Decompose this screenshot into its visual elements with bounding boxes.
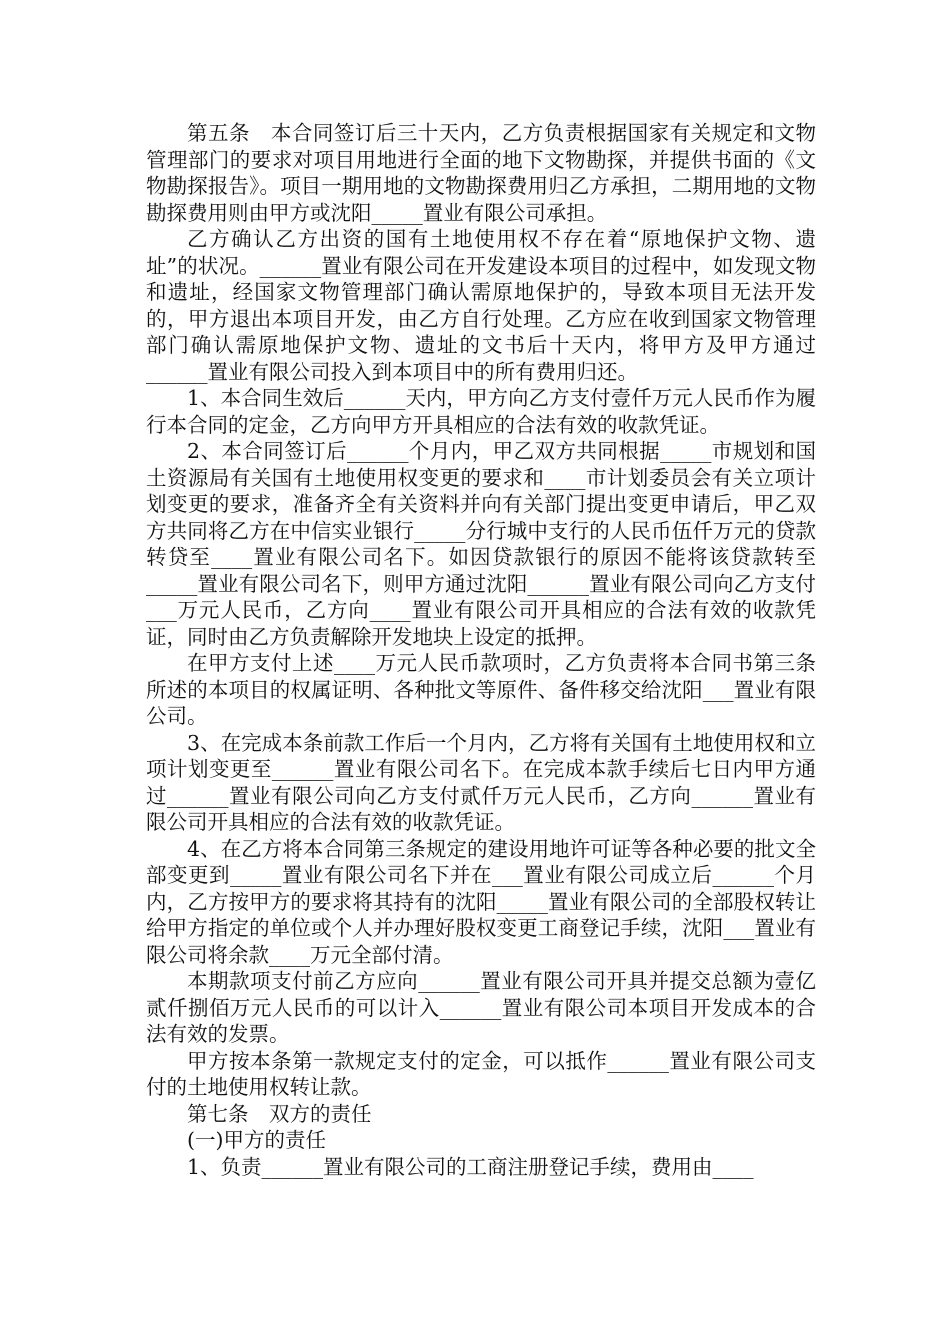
paragraph: 第五条 本合同签订后三十天内，乙方负责根据国家有关规定和文物管理部门的要求对项目用地进行全面的地下文物勘探，并提供书面的《文物勘探报告》。项目一期用地的文物勘探费用归乙方承担，二期用地的文物勘探费用则由甲方或沈阳_____置业有限公司承担。 bbox=[146, 121, 816, 225]
paragraph: 3、在完成本条前款工作后一个月内，乙方将有关国有土地使用权和立项计划变更至______置业有限公司名下。在完成本款手续后七日内甲方通过______置业有限公司向乙方支付贰仟万元人民币，乙方向______置业有限公司开具相应的合法有效的收款凭证。 bbox=[146, 730, 816, 834]
paragraph: 甲方按本条第一款规定支付的定金，可以抵作______置业有限公司支付的土地使用权转让款。 bbox=[146, 1048, 816, 1099]
paragraph: 本期款项支付前乙方应向______置业有限公司开具并提交总额为壹亿贰仟捌佰万元人民币的可以计入______置业有限公司本项目开发成本的合法有效的发票。 bbox=[146, 969, 816, 1046]
paragraph: 1、本合同生效后______天内，甲方向乙方支付壹仟万元人民币作为履行本合同的定金，乙方向甲方开具相应的合法有效的收款凭证。 bbox=[146, 386, 816, 437]
paragraph: 乙方确认乙方出资的国有土地使用权不存在着“原地保护文物、遗址”的状况。______置业有限公司在开发建设本项目的过程中，如发现文物和遗址，经国家文物管理部门确认需原地保护的，导致本项目无法开发的，甲方退出本项目开发，由乙方自行处理。乙方应在收到国家文物管理部门确认需原地保护文物、遗址的文书后十天内，将甲方及甲方通过______置业有限公司投入到本项目中的所有费用归还。 bbox=[146, 227, 816, 384]
paragraph: 4、在乙方将本合同第三条规定的建设用地许可证等各种必要的批文全部变更到_____置业有限公司名下并在___置业有限公司成立后______个月内，乙方按甲方的要求将其持有的沈阳_____置业有限公司的全部股权转让给甲方指定的单位或个人并办理好股权变更工商登记手续，沈阳___置业有限公司将余款____万元全部付清。 bbox=[146, 836, 816, 967]
subsection-heading: (一)甲方的责任 bbox=[187, 1128, 326, 1152]
paragraph: 2、本合同签订后______个月内，甲乙双方共同根据_____市规划和国土资源局有关国有土地使用权变更的要求和____市计划委员会有关立项计划变更的要求，准备齐全有关资料并向有关部门提出变更申请后，甲乙双方共同将乙方在中信实业银行_____分行城中支行的人民币伍仟万元的贷款转贷至____置业有限公司名下。如因贷款银行的原因不能将该贷款转至_____置业有限公司名下，则甲方通过沈阳______置业有限公司向乙方支付___万元人民币，乙方向____置业有限公司开具相应的合法有效的收款凭证，同时由乙方负责解除开发地块上设定的抵押。 bbox=[146, 439, 816, 649]
paragraph: 在甲方支付上述____万元人民币款项时，乙方负责将本合同书第三条所述的本项目的权属证明、各种批文等原件、备件移交给沈阳___置业有限公司。 bbox=[146, 651, 816, 728]
section-heading: 第七条 双方的责任 bbox=[187, 1101, 372, 1126]
paragraph: 1、负责______置业有限公司的工商注册登记手续，费用由____ bbox=[187, 1154, 754, 1179]
document-body bbox=[146, 120, 816, 1180]
